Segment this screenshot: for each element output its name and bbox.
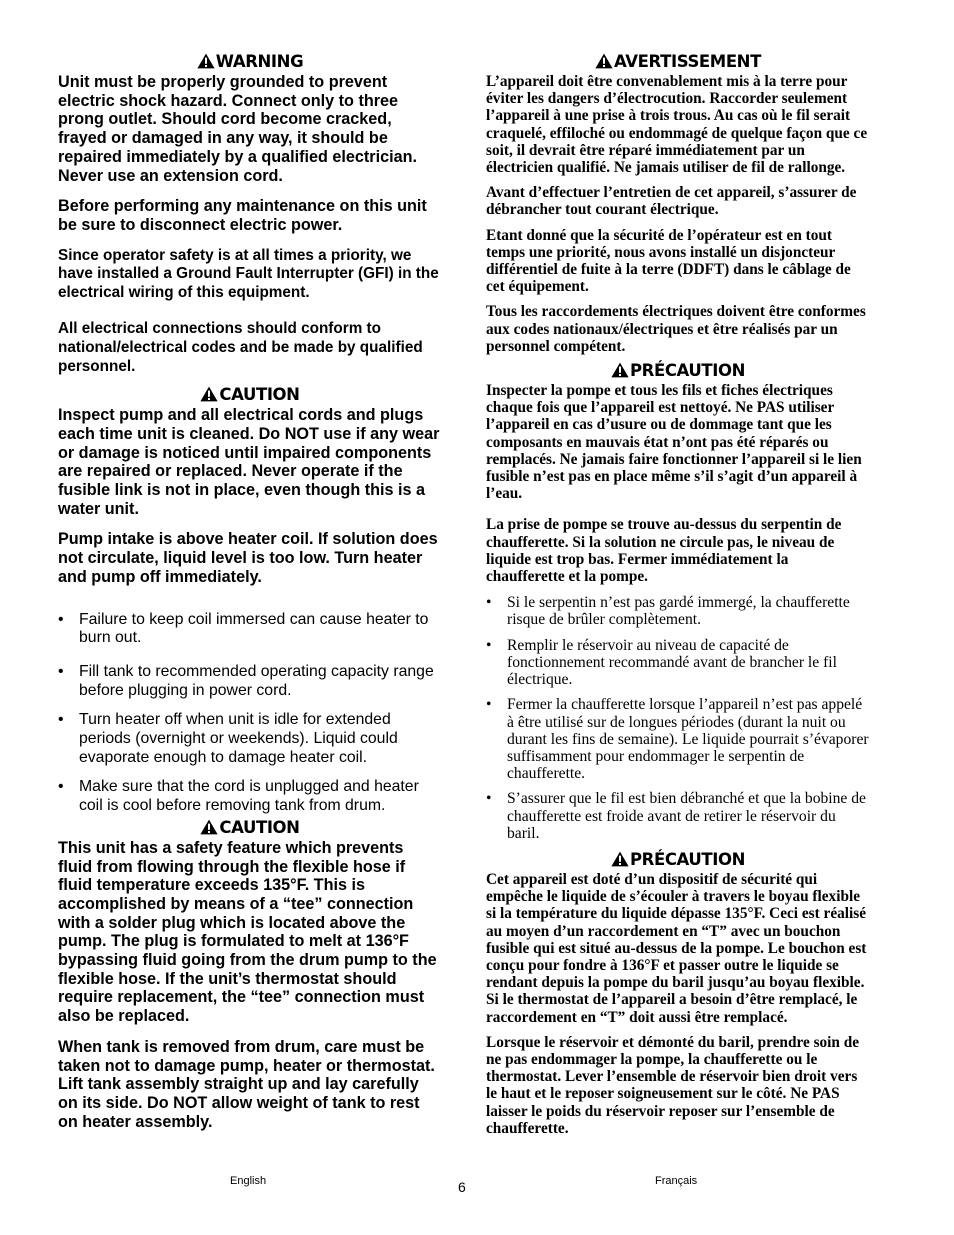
list-item: • Turn heater off when unit is idle for extended periods (overnight or weekends). Liquid could evaporate enough to damage heater coil. [58,711,442,767]
precaution-paragraph: Inspecter la pompe et tous les fils et fiches électriques chaque fois que l’appareil est nettoyé. Ne PAS utiliser l’appareil en cas d’usure ou de dommage tant que les composants en mauvais état n’ont pas été réparés ou remplacés. Ne jamais faire fonctionner l’appareil si le lien fusible n’est pas en place même s’il s’agit d’un appareil à l’eau. [486,382,862,503]
list-item: • Make sure that the cord is unplugged and heater coil is cool before removing tank from drum. [58,778,442,815]
list-item: • Failure to keep coil immersed can cause heater to burn out. [58,611,442,648]
precaution-bullet-list [486,594,870,842]
warning-triangle-icon [200,819,218,835]
avertissement-title: AVERTISSEMENT [614,52,761,71]
avertissement-paragraph: L’appareil doit être convenablement mis à la terre pour éviter les dangers d’électrocution. Raccorder seulement l’appareil à une prise à trois trous. Au cas où le fil serait craquelé, effiloché ou endommagé de quelque façon que ce soit, il devrait être réparé immédiatement par un électricien qualifié. Ne jamais utiliser de fil de rallonge. [486,73,868,177]
warning-paragraph: Since operator safety is at all times a priority, we have installed a Ground Fault Interrupter (GFI) in the electrical wiring of this equipment. [58,246,439,301]
list-item: • Fill tank to recommended operating capacity range before plugging in power cord. [58,663,442,700]
caution-bullet-list [58,611,442,816]
precaution-heading [486,361,870,381]
warning-paragraph: Unit must be properly grounded to prevent electric shock hazard. Connect only to three prong outlet. Should cord become cracked, frayed or damaged in any way, it should be repaired immediately by a qualified electrician. Never use an extension cord. [58,73,417,185]
avertissement-heading [486,52,870,72]
footer-language-french: Français [655,1175,698,1187]
caution-paragraph: This unit has a safety feature which prevents fluid from flowing through the flexible hose if fluid temperature exceeds 135°F. This is accomplished by means of a “tee” connection with a solder plug which is located above the pump. The plug is formulated to melt at 136°F bypassing fluid going from the drum pump to the flexible hose. If the unit’s thermostat should require replacement, the “tee” connection must also be replaced. [58,838,437,1026]
french-column [486,50,870,1137]
avertissement-paragraph: Avant d’effectuer l’entretien de cet appareil, s’assurer de débrancher tout courant électrique. [486,184,857,219]
list-item: • Si le serpentin n’est pas gardé immergé, la chaufferette risque de brûler complètement. [486,594,870,628]
page-number: 6 [458,1179,466,1195]
avertissement-paragraph: Etant donné que la sécurité de l’opérateur est en tout temps une priorité, nous avons installé un disjoncteur différentiel de fuite à la terre (DDFT) dans le câblage de cet équipement. [486,226,851,296]
precaution-title: PRÉCAUTION [629,361,746,381]
footer-language-english: English [230,1175,267,1187]
list-item: • Fermer la chaufferette lorsque l’appareil n’est pas appelé à être utilisé sur de longues périodes (durant la nuit ou durant les fins de semaine). Le liquide pourrait s’évaporer suffisamment pour endommager le serpentin de chaufferette. [486,696,870,782]
precaution-title: PRÉCAUTION [629,849,746,869]
caution-paragraph: Inspect pump and all electrical cords and plugs each time unit is cleaned. Do NOT use if any wear or damage is noticed until impaired components are repaired or replaced. Never operate if the fusible link is not in place, even though this is a water unit. [58,406,440,518]
caution-heading [58,385,442,405]
warning-triangle-icon [611,362,629,378]
warning-triangle-icon [200,386,218,402]
precaution-paragraph: La prise de pompe se trouve au-dessus du serpentin de chaufferette. Si la solution ne circule pas, le niveau de liquide est trop bas. Fermer immédiatement la chaufferette et la pompe. [486,516,842,586]
caution-title: CAUTION [219,385,300,405]
warning-paragraph: All electrical connections should conform to national/electrical codes and be made by qualified personnel. [58,320,423,375]
list-item: • S’assurer que le fil est bien débranché et que la bobine de chaufferette est froide avant de retirer le réservoir du baril. [486,790,870,842]
warning-triangle-icon [595,53,613,69]
warning-triangle-icon [611,851,629,867]
warning-triangle-icon [197,53,215,69]
list-item: • Remplir le réservoir au niveau de capacité de fonctionnement recommandé avant de brancher le fil électrique. [486,637,870,689]
caution-paragraph: When tank is removed from drum, care must be taken not to damage pump, heater or thermostat. Lift tank assembly straight up and lay carefully on its side. Do NOT allow weight of tank to rest on heater assembly. [58,1037,435,1131]
warning-paragraph: Before performing any maintenance on this unit be sure to disconnect electric power. [58,197,427,234]
warning-heading [58,52,442,72]
precaution-paragraph: Lorsque le réservoir et démonté du baril, prendre soin de ne pas endommager la pompe, la chaufferette ou le thermostat. Lever l’ensemble de réservoir bien droit vers le haut et le reposer soigneusement sur le côté. Ne PAS laisser le poids du réservoir reposer sur l’ensemble de chaufferette. [486,1033,860,1137]
precaution-paragraph: Cet appareil est doté d’un dispositif de sécurité qui empêche le liquide de s’écouler à travers le boyau flexible si la température du liquide dépasse 135°F. Ceci est réalisé au moyen d’un raccordement en “T” avec un bouchon fusible qui est situé au-dessus de la pompe. Le bouchon est conçu pour fondre à 136°F et passer outre le liquide se rendant depuis la pompe du baril jusqu’au boyau flexible. Si le thermostat de l’appareil a besoin d’être remplacé, le raccordement en “T” doit aussi être remplacé. [486,870,867,1026]
caution-heading [58,818,442,838]
caution-paragraph: Pump intake is above heater coil. If solution does not circulate, liquid level is too low. Turn heater and pump off immediately. [58,530,438,586]
english-column [58,50,442,1131]
precaution-heading [486,850,870,870]
caution-title: CAUTION [219,817,300,837]
warning-title: WARNING [215,52,304,71]
avertissement-paragraph: Tous les raccordements électriques doivent être conformes aux codes nationaux/électriques et être réalisés par un personnel compétent. [486,303,866,355]
